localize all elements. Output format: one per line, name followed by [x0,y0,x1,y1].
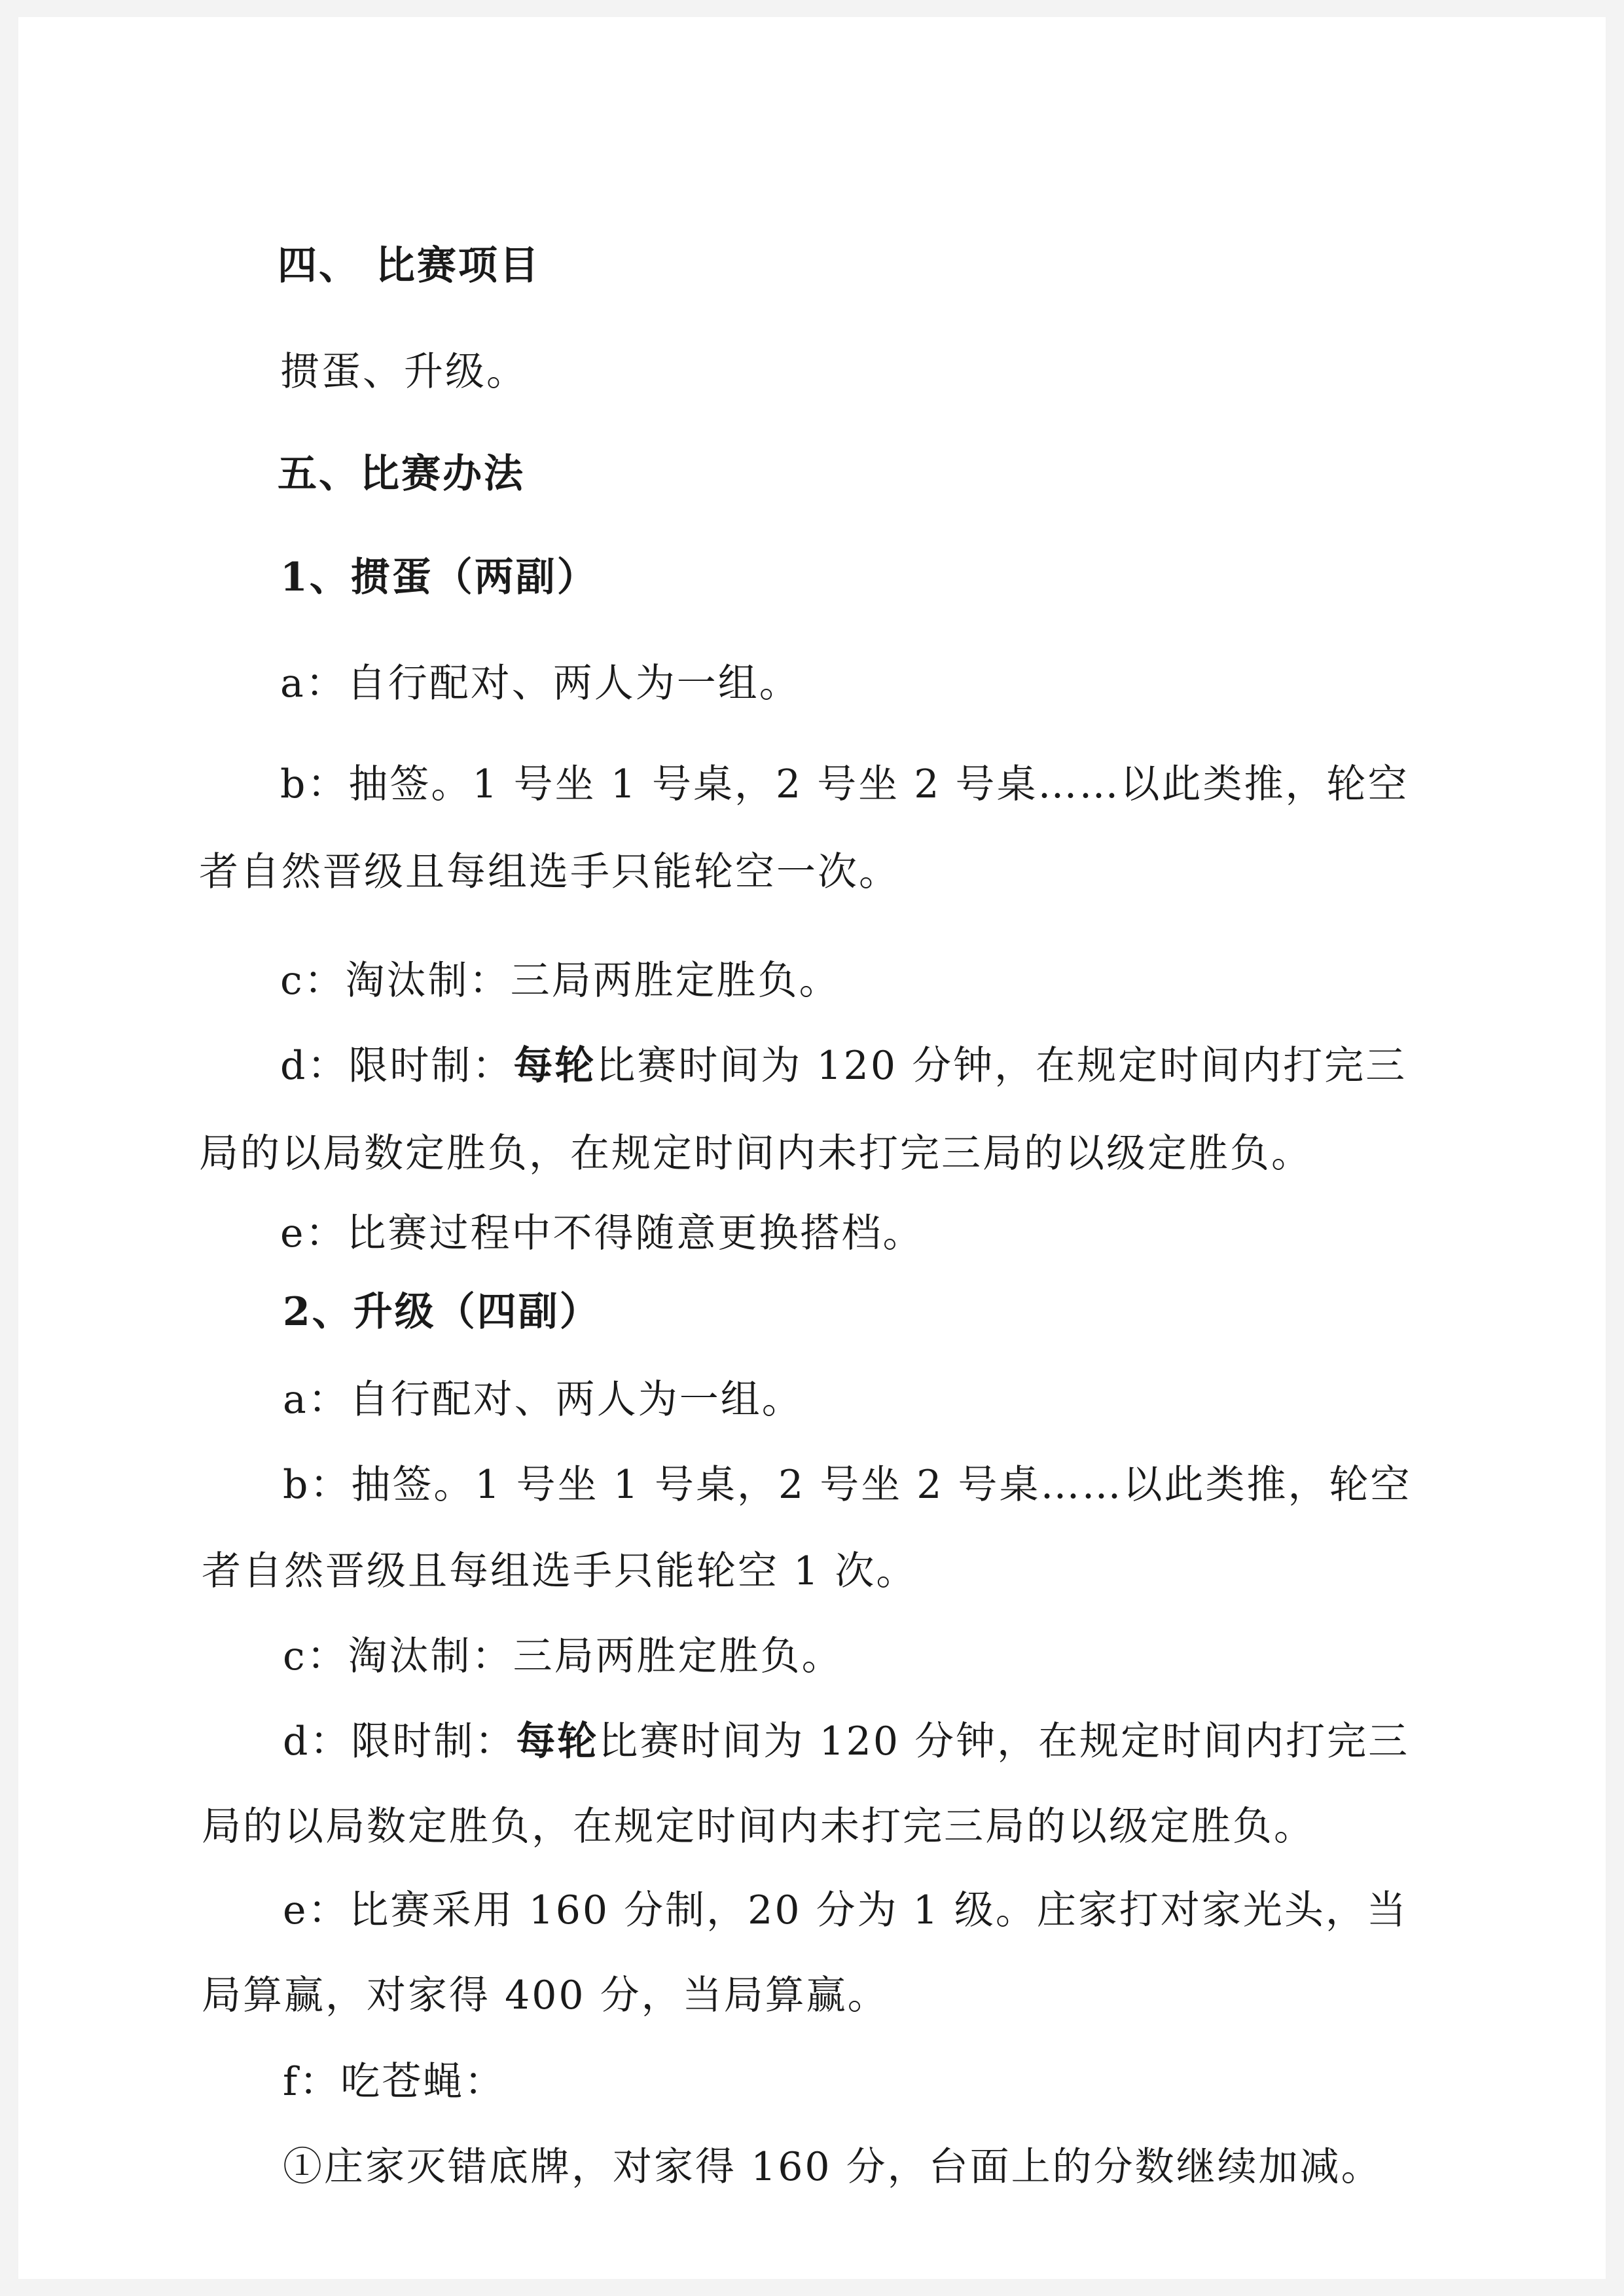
guandan-item-b-line2: 者自然晋级且每组选手只能轮空一次。 [199,849,900,895]
shengji-d-emphasis: 每轮 [516,1719,599,1764]
guandan-item-a: a：自行配对、两人为一组。 [280,661,801,706]
guandan-item-d-line1 [280,1043,1407,1089]
document-page [18,17,1606,2279]
guandan-heading: 1、掼蛋（两副） [280,555,598,600]
guandan-item-b-line1: b：抽签。1 号坐 1 号桌，2 号坐 2 号桌……以此类推，轮空 [280,761,1409,807]
shengji-item-e-line1: e：比赛采用 160 分制，20 分为 1 级。庄家打对家光头，当 [283,1887,1408,1933]
shengji-item-e-line2: 局算赢，对家得 400 分，当局算赢。 [202,1973,889,2018]
shengji-item-a: a：自行配对、两人为一组。 [283,1377,803,1423]
guandan-d-rest: 比赛时间为 120 分钟，在规定时间内打完三 [596,1043,1407,1089]
section-4-body: 掼蛋、升级。 [280,349,528,395]
guandan-item-e: e：比赛过程中不得随意更换搭档。 [280,1211,924,1256]
guandan-d-prefix: d：限时制： [280,1043,514,1089]
shengji-item-d-line1 [283,1719,1410,1764]
shengji-item-c: c：淘汰制：三局两胜定胜负。 [283,1633,843,1679]
shengji-d-prefix: d：限时制： [283,1719,516,1764]
shengji-item-b-line2: 者自然晋级且每组选手只能轮空 1 次。 [202,1548,918,1594]
guandan-item-c: c：淘汰制：三局两胜定胜负。 [280,958,840,1004]
guandan-d-emphasis: 每轮 [513,1043,596,1089]
shengji-item-d-line2: 局的以局数定胜负，在规定时间内未打完三局的以级定胜负。 [202,1804,1315,1850]
shengji-item-f: f：吃苍蝇： [283,2059,506,2105]
shengji-item-b-line1: b：抽签。1 号坐 1 号桌，2 号坐 2 号桌……以此类推，轮空 [283,1462,1412,1508]
section-4-heading: 四、 比赛项目 [278,243,541,289]
section-5-heading: 五、比赛办法 [278,451,525,497]
guandan-item-d-line2: 局的以局数定胜负，在规定时间内未打完三局的以级定胜负。 [199,1131,1312,1176]
shengji-item-f1: ①庄家灭错底牌，对家得 160 分，台面上的分数继续加减。 [283,2144,1382,2190]
shengji-d-rest: 比赛时间为 120 分钟，在规定时间内打完三 [598,1719,1410,1764]
shengji-heading: 2、升级（四副） [283,1289,601,1335]
